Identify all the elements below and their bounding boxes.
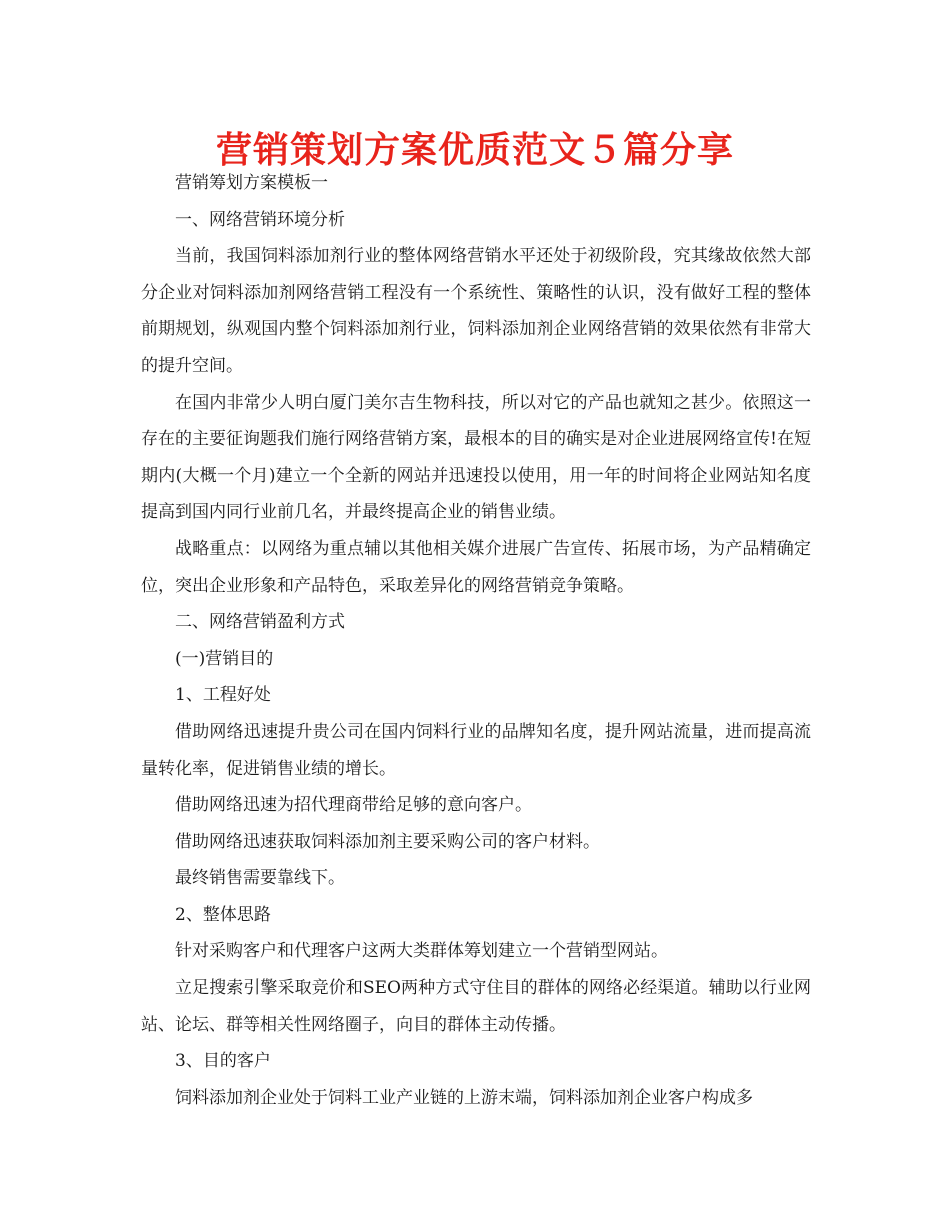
body-paragraph: 营销筹划方案模板一 bbox=[175, 173, 328, 193]
subsection-heading: 3、目的客户 bbox=[175, 1051, 271, 1072]
body-paragraph: 饲料添加剂企业处于饲料工业产业链的上游末端，饲料添加剂企业客户构成多 bbox=[175, 1087, 753, 1108]
body-paragraph: 战略重点：以网络为重点辅以其他相关媒介进展广告宣传、拓展市场，为产品精确定位，突出企业形象和产品特色，采取差异化的网络营销竞争策略。 bbox=[141, 538, 811, 596]
body-paragraph: 在国内非常少人明白厦门美尔吉生物科技，所以对它的产品也就知之甚少。依照这一存在的主要征询题我们施行网络营销方案，最根本的目的确实是对企业进展网络宣传!在短期内(大概一个月)建立一个全新的网站并迅速投以使用，用一年的时间将企业网站知名度提高到国内同行业前几名，并最终提高企业的销售业绩。 bbox=[141, 392, 811, 523]
body-paragraph: 借助网络迅速获取饲料添加剂主要采购公司的客户材料。 bbox=[175, 831, 600, 852]
body-paragraph: 借助网络迅速提升贵公司在国内饲料行业的品牌知名度，提升网站流量，进而提高流量转化率，促进销售业绩的增长。 bbox=[141, 721, 811, 779]
body-paragraph: 借助网络迅速为招代理商带给足够的意向客户。 bbox=[175, 795, 532, 816]
body-paragraph: 立足搜索引擎采取竞价和SEO两种方式守住目的群体的网络必经渠道。辅助以行业网站、论坛、群等相关性网络圈子，向目的群体主动传播。 bbox=[141, 978, 811, 1035]
subsection-heading: 1、工程好处 bbox=[175, 685, 271, 706]
body-paragraph: 针对采购客户和代理客户这两大类群体筹划建立一个营销型网站。 bbox=[175, 941, 668, 962]
subsection-heading: (一)营销目的 bbox=[175, 648, 274, 669]
document-title: 营销策划方案优质范文５篇分享 bbox=[215, 130, 734, 171]
section-heading: 一、网络营销环境分析 bbox=[175, 209, 345, 230]
body-paragraph: 最终销售需要靠线下。 bbox=[175, 868, 345, 889]
section-heading: 二、网络营销盈利方式 bbox=[175, 612, 345, 633]
subsection-heading: 2、整体思路 bbox=[175, 904, 271, 925]
document-body bbox=[141, 165, 811, 1116]
body-paragraph: 当前，我国饲料添加剂行业的整体网络营销水平还处于初级阶段，究其缘故依然大部分企业对饲料添加剂网络营销工程没有一个系统性、策略性的认识，没有做好工程的整体前期规划，纵观国内整个饲料添加剂行业，饲料添加剂企业网络营销的效果依然有非常大的提升空间。 bbox=[141, 246, 811, 376]
